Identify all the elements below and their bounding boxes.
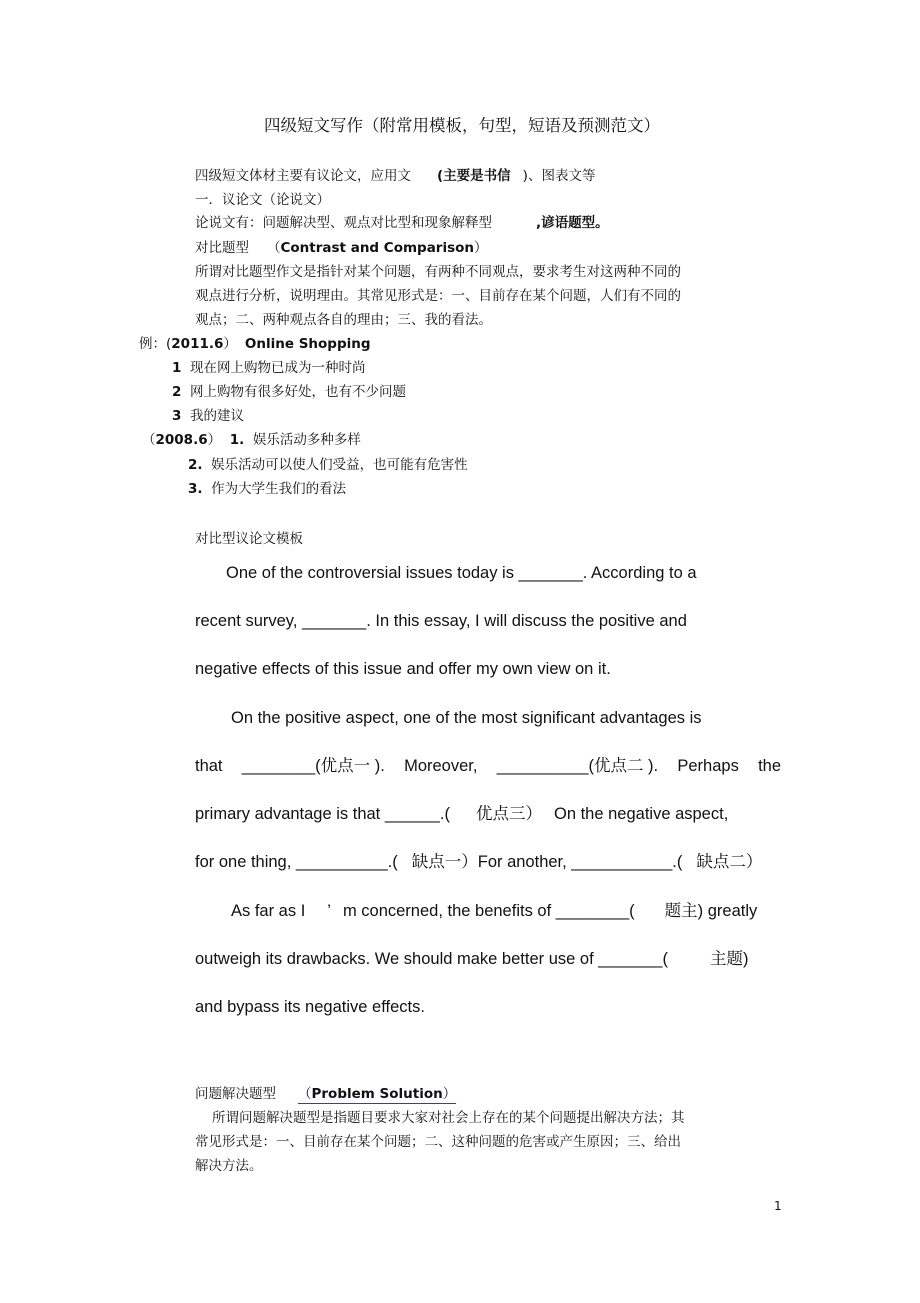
template-p3-line-2: outweigh its drawbacks. We should make better use of _______( 主题) [195, 950, 749, 968]
template-p2-line-2: that ________(优点一 ). Moreover, __________(优点二 ). Perhaps the [195, 757, 781, 775]
problem-desc-3: 解决方法。 [195, 1158, 263, 1174]
contrast-desc-3: 观点；二、两种观点各自的理由；三、我的看法。 [195, 312, 492, 328]
page-number: 1 [774, 1199, 782, 1213]
template-p1-line-3: negative effects of this issue and offer my own view on it. [195, 660, 611, 678]
problem-desc-1: 所谓问题解决题型是指题目要求大家对社会上存在的某个问题提出解决方法；其 [212, 1110, 685, 1126]
example-heading: 例：(2011.6） Online Shopping [139, 336, 371, 352]
template-p2-line-1: On the positive aspect, one of the most significant advantages is [231, 709, 702, 727]
template-p2-line-3: primary advantage is that ______.( 优点三） On the negative aspect, [195, 805, 729, 823]
example2-item-3: 3. 作为大学生我们的看法 [188, 481, 347, 497]
template-p1-line-1: One of the controversial issues today is _______. According to a [226, 564, 697, 582]
example2-heading: （2008.6） 1. 娱乐活动多种多样 [142, 432, 361, 448]
intro-line-1: 四级短文体材主要有议论文，应用文 (主要是书信 )、图表文等 [195, 168, 596, 184]
template-p3-line-1: As far as I ’ m concerned, the benefits of ________( 题主) greatly [231, 902, 758, 920]
contrast-heading: 对比题型 （Contrast and Comparison） [195, 240, 488, 256]
intro-line-3: 论说文有：问题解决型、观点对比型和现象解释型 ,谚语题型。 [195, 215, 609, 231]
template-label: 对比型议论文模板 [195, 531, 303, 547]
template-p2-line-4: for one thing, __________.( 缺点一）For another, ___________.( 缺点二） [195, 853, 763, 871]
example-item-1: 1 现在网上购物已成为一种时尚 [172, 360, 366, 376]
example2-item-2: 2. 娱乐活动可以使人们受益，也可能有危害性 [188, 457, 468, 473]
template-p3-line-3: and bypass its negative effects. [195, 998, 425, 1016]
contrast-desc-1: 所谓对比题型作文是指针对某个问题，有两种不同观点，要求考生对这两种不同的 [195, 264, 681, 280]
example-item-2: 2 网上购物有很多好处，也有不少问题 [172, 384, 406, 400]
contrast-desc-2: 观点进行分析，说明理由。其常见形式是：一、目前存在某个问题，人们有不同的 [195, 288, 681, 304]
document-title: 四级短文写作（附常用模板，句型，短语及预测范文） [264, 116, 660, 135]
problem-heading: 问题解决题型 （Problem Solution） [195, 1086, 457, 1102]
template-p1-line-2: recent survey, _______. In this essay, I will discuss the positive and [195, 612, 687, 630]
problem-heading-en: （Problem Solution） [298, 1086, 457, 1102]
problem-desc-2: 常见形式是：一、目前存在某个问题；二、这种问题的危害或产生原因；三、给出 [195, 1134, 681, 1150]
example-item-3: 3 我的建议 [172, 408, 244, 424]
intro-line-2: 一．议论文（论说文） [195, 192, 330, 208]
